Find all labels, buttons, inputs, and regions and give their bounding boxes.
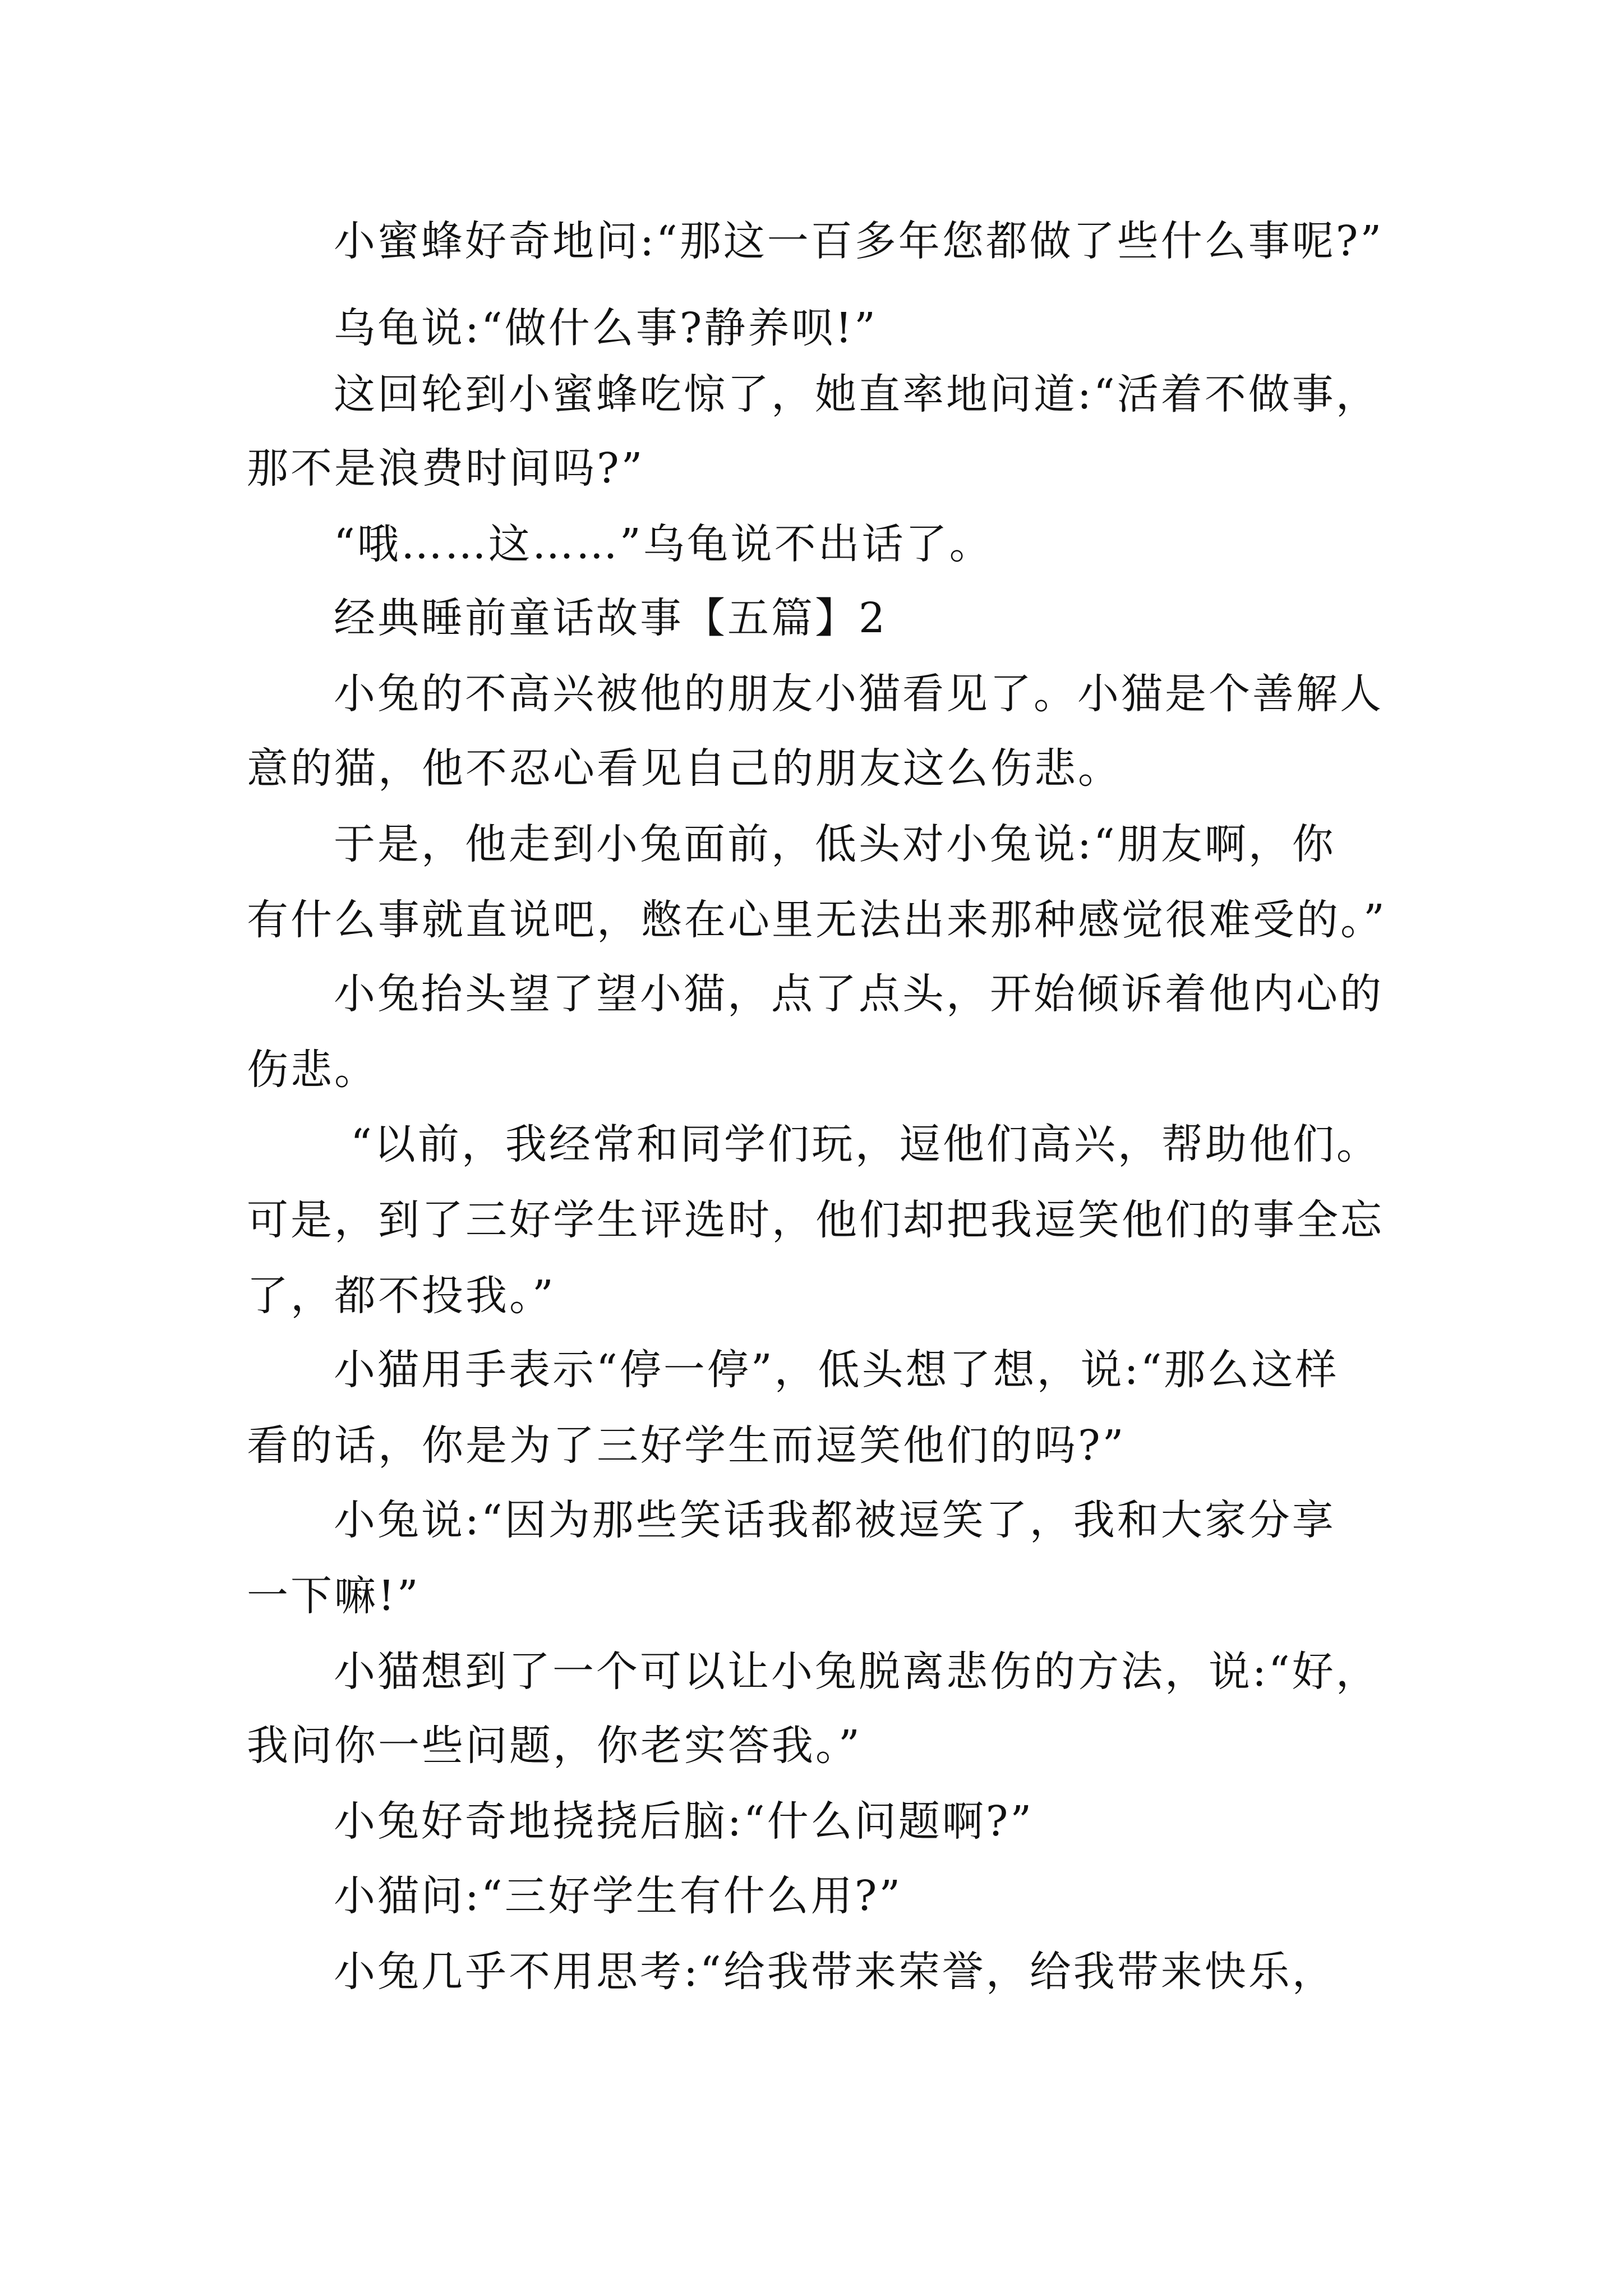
text-line-23: 小猫问:“三好学生有什么用?” [334,1872,903,1920]
text-line-1: 小蜜蜂好奇地问:“那这一百多年您都做了些什么事呢?” [334,217,1384,265]
text-line-19: 一下嘛!” [247,1572,421,1620]
text-line-22: 小兔好奇地挠挠后脑:“什么问题啊?” [334,1797,1034,1846]
text-line-2: 乌龟说:“做什么事?静养呗!” [334,304,878,352]
text-line-11: 小兔抬头望了望小猫，点了点头，开始倾诉着他内心的 [334,970,1384,1018]
text-line-24: 小兔几乎不用思考:“给我带来荣誉，给我带来快乐， [334,1948,1336,1996]
text-line-16: 小猫用手表示“停一停”，低头想了想，说:“那么这样 [334,1346,1339,1394]
text-line-18: 小兔说:“因为那些笑话我都被逗笑了，我和大家分享 [334,1496,1336,1544]
text-line-14: 可是，到了三好学生评选时，他们却把我逗笑他们的事全忘 [247,1196,1384,1244]
text-line-5: “哦……这……”乌龟说不出话了。 [334,520,993,568]
text-line-9: 于是，他走到小兔面前，低头对小兔说:“朋友啊，你 [334,820,1336,868]
text-line-15: 了，都不投我。” [247,1272,556,1320]
text-line-20: 小猫想到了一个可以让小兔脱离悲伤的方法，说:“好， [334,1648,1380,1696]
text-line-12: 伤悲。 [247,1046,378,1094]
text-line-3: 这回轮到小蜜蜂吃惊了，她直率地问道:“活着不做事， [334,370,1380,418]
section-heading: 经典睡前童话故事【五篇】2 [334,594,888,642]
text-line-21: 我问你一些问题，你老实答我。” [247,1722,862,1770]
text-line-13: “以前，我经常和同学们玩，逗他们高兴，帮助他们。 [351,1120,1380,1168]
text-line-8: 意的猫，他不忍心看见自己的朋友这么伤悲。 [247,744,1122,793]
text-line-10: 有什么事就直说吧，憋在心里无法出来那种感觉很难受的。” [247,896,1387,944]
text-line-4: 那不是浪费时间吗?” [247,444,645,493]
text-line-7: 小兔的不高兴被他的朋友小猫看见了。小猫是个善解人 [334,670,1384,718]
text-line-17: 看的话，你是为了三好学生而逗笑他们的吗?” [247,1421,1126,1470]
